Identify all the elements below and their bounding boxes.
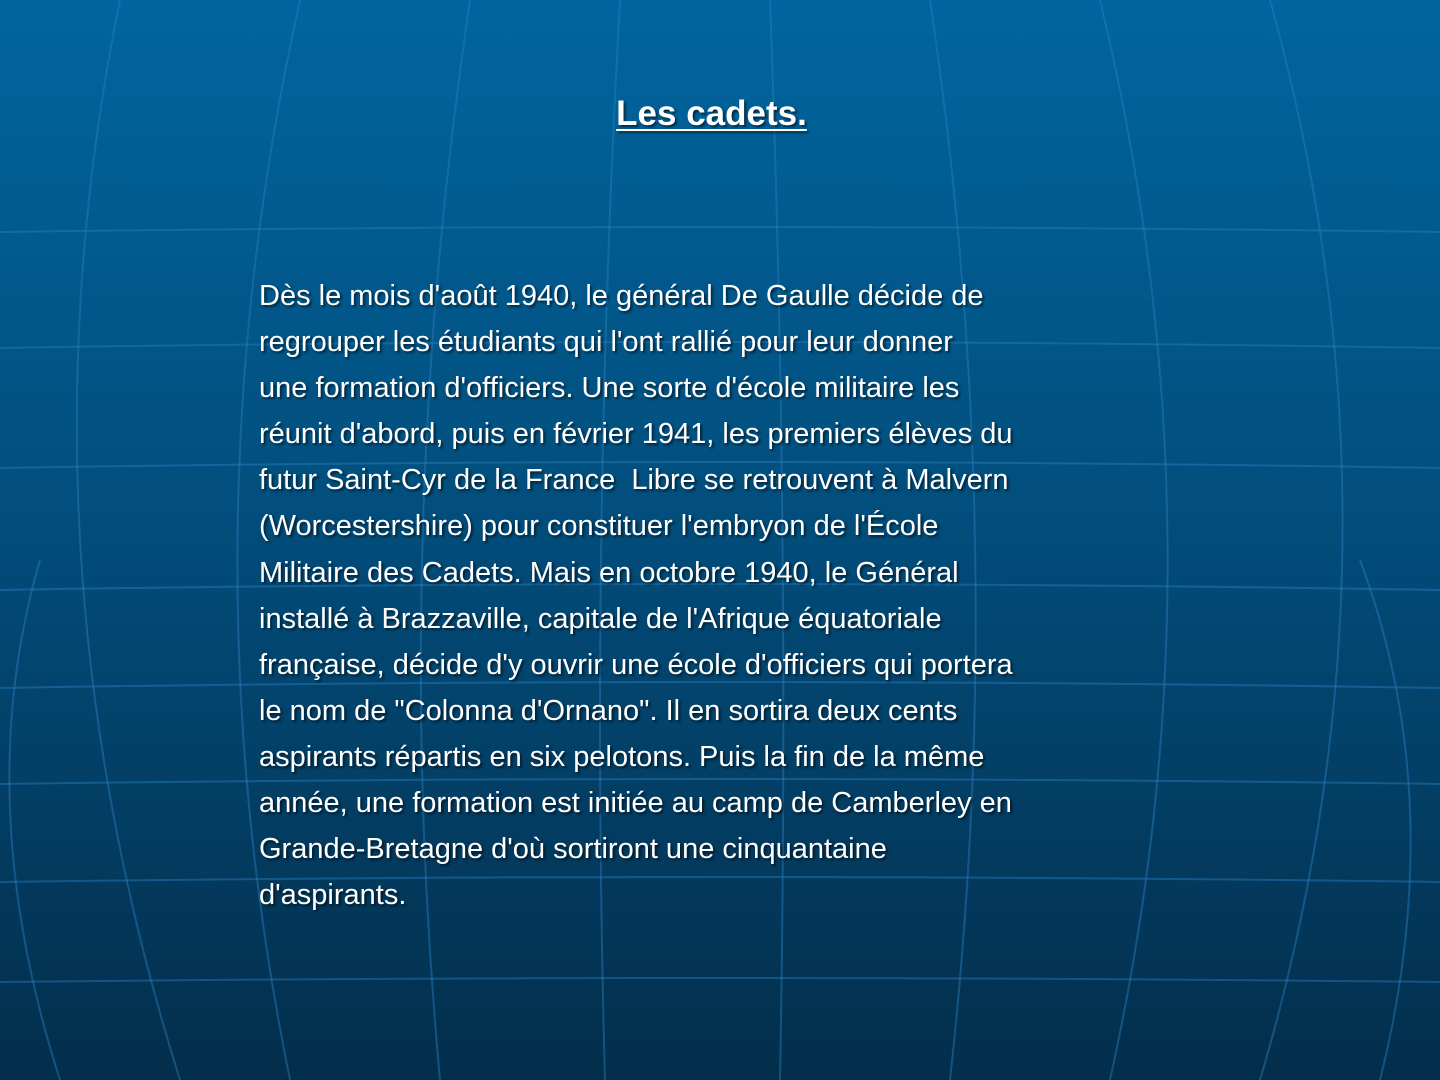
body-line: aspirants répartis en six pelotons. Puis la fin de la même [259,740,985,773]
body-line: regrouper les étudiants qui l'ont rallié pour leur donner [259,326,953,359]
body-line: futur Saint-Cyr de la France Libre se retrouvent à Malvern [259,464,1009,497]
body-line: Dès le mois d'août 1940, le général De Gaulle décide de [259,280,984,312]
body-line: année, une formation est initiée au camp de Camberley en [259,787,1012,820]
body-line: Grande-Bretagne d'où sortiront une cinquantaine [259,833,887,866]
body-line: d'aspirants. [259,879,407,912]
body-line: Militaire des Cadets. Mais en octobre 1940, le Général [259,556,959,589]
body-line: le nom de "Colonna d'Ornano". Il en sortira deux cents [259,694,958,727]
slide-body-text [259,273,1129,918]
body-line: réunit d'abord, puis en février 1941, les premiers élèves du [259,418,1013,451]
body-line: française, décide d'y ouvrir une école d'officiers qui portera [259,648,1013,681]
body-line: (Worcestershire) pour constituer l'embryon de l'École [259,510,939,543]
body-line: installé à Brazzaville, capitale de l'Afrique équatoriale [259,602,942,635]
body-line: une formation d'officiers. Une sorte d'école militaire les [259,372,960,405]
slide-title: Les cadets. [616,94,807,133]
